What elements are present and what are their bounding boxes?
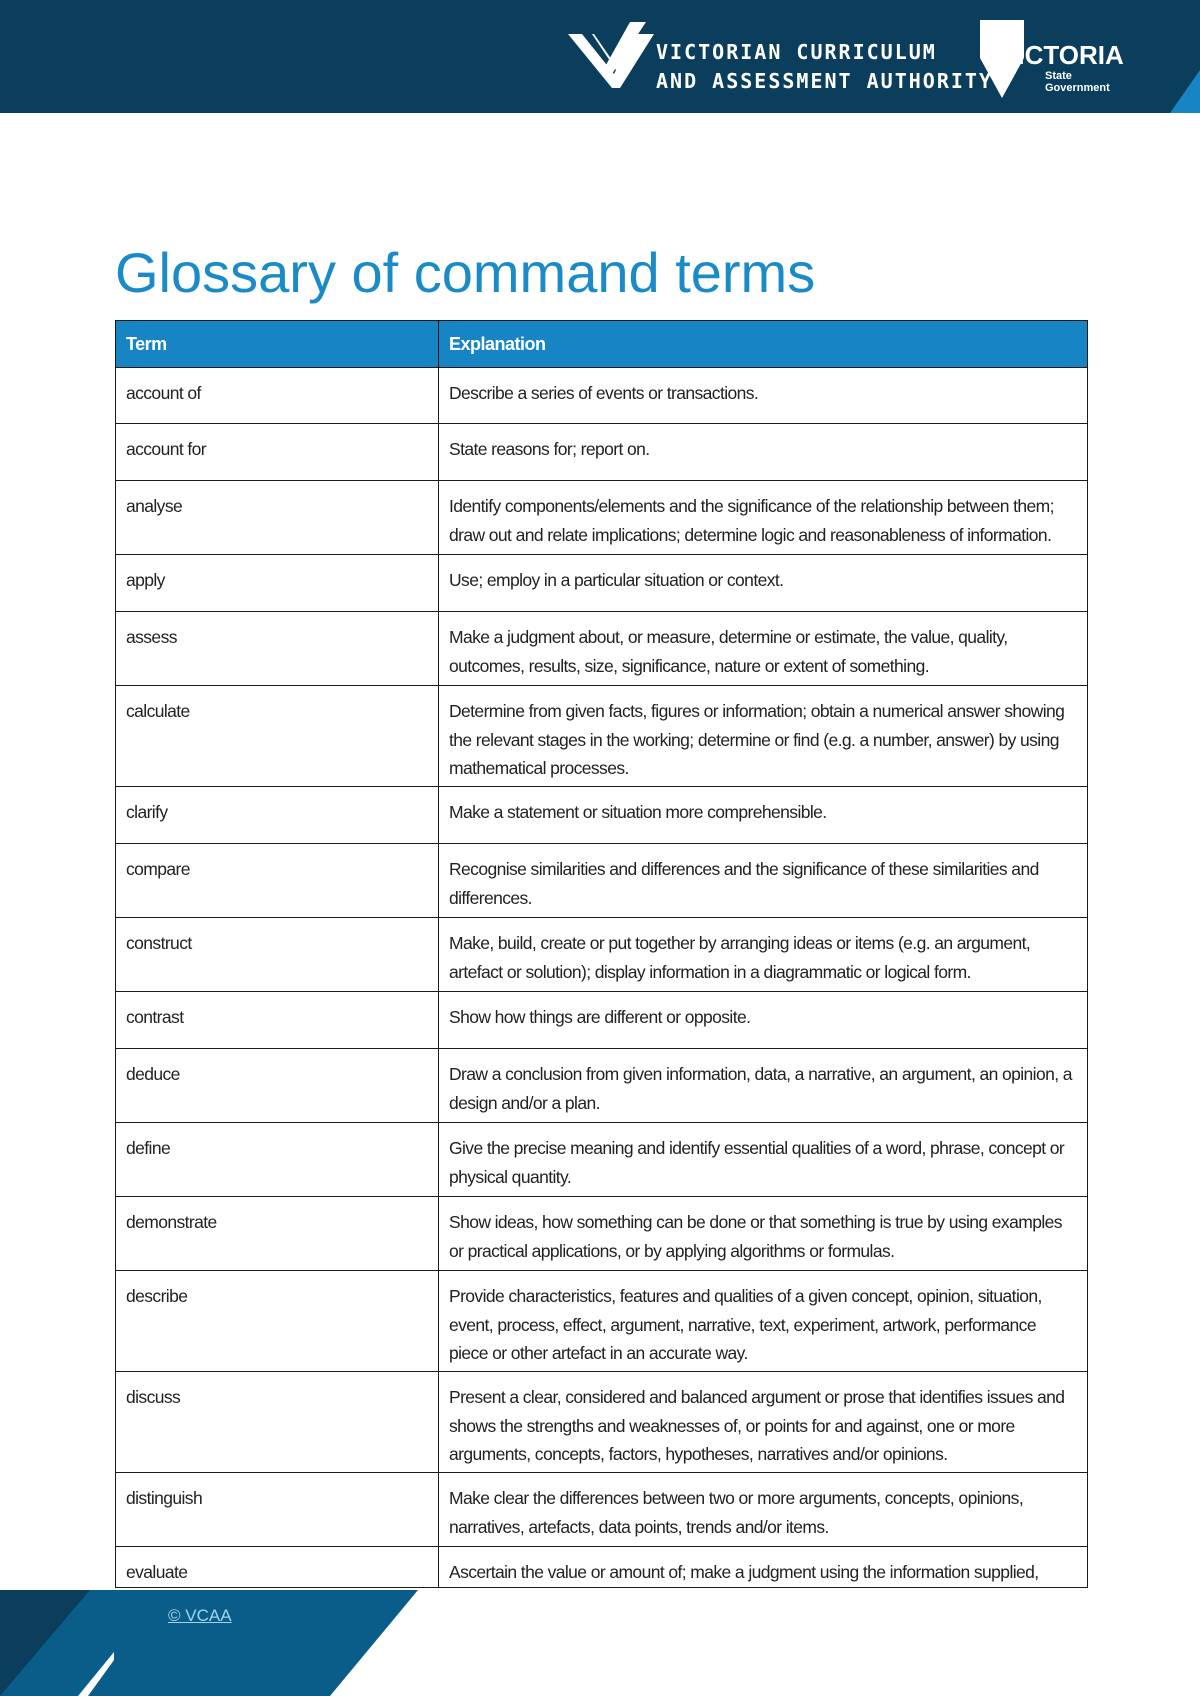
table-row [116, 1271, 1088, 1372]
table-row [116, 1473, 1088, 1547]
term-cell: assess [116, 612, 439, 686]
explanation-cell: Ascertain the value or amount of; make a judgment using the information supplied, [439, 1547, 1088, 1588]
term-cell: compare [116, 844, 439, 918]
explanation-cell: Make a judgment about, or measure, determine or estimate, the value, quality, outcomes, results, size, significance, nature or extent of something. [439, 612, 1088, 686]
explanation-cell: Make clear the differences between two or more arguments, concepts, opinions, narratives, artefacts, data points, trends and/or items. [439, 1473, 1088, 1547]
column-header-term: Term [116, 321, 439, 368]
term-cell: discuss [116, 1372, 439, 1473]
glossary-table [115, 320, 1088, 1588]
term-cell: evaluate [116, 1547, 439, 1588]
term-cell: construct [116, 918, 439, 992]
term-cell: describe [116, 1271, 439, 1372]
explanation-cell: Describe a series of events or transactions. [439, 368, 1088, 424]
org-name-line2: AND ASSESSMENT AUTHORITY [656, 69, 993, 93]
org-name [656, 38, 993, 96]
term-cell: contrast [116, 992, 439, 1049]
victoria-sub-line1: State [1045, 70, 1072, 82]
table-row [116, 1049, 1088, 1123]
explanation-cell: Show how things are different or opposite. [439, 992, 1088, 1049]
term-cell: analyse [116, 481, 439, 555]
page-header [0, 0, 1200, 113]
explanation-cell: Draw a conclusion from given information, data, a narrative, an argument, an opinion, a design and/or a plan. [439, 1049, 1088, 1123]
explanation-cell: Show ideas, how something can be done or that something is true by using examples or practical applications, or by applying algorithms or formulas. [439, 1197, 1088, 1271]
term-cell: calculate [116, 686, 439, 787]
table-row [116, 686, 1088, 787]
term-cell: account of [116, 368, 439, 424]
term-cell: distinguish [116, 1473, 439, 1547]
header-corner-accent [1140, 0, 1200, 113]
explanation-cell: Present a clear, considered and balanced argument or prose that identifies issues and shows the strengths and weaknesses of, or points for and against, one or more arguments, concepts, factors, hypotheses, narratives and/or opinions. [439, 1372, 1088, 1473]
copyright-link[interactable]: © VCAA [168, 1606, 232, 1625]
table-header-row [116, 321, 1088, 368]
term-cell: deduce [116, 1049, 439, 1123]
page-title: Glossary of command terms [115, 240, 816, 304]
table-row [116, 481, 1088, 555]
table-row [116, 787, 1088, 844]
explanation-cell: Make a statement or situation more comprehensible. [439, 787, 1088, 844]
victoria-sub-line2: Government [1045, 82, 1110, 94]
term-cell: clarify [116, 787, 439, 844]
table-row [116, 555, 1088, 612]
term-cell: apply [116, 555, 439, 612]
victoria-wordmark: VICTORIA [1000, 40, 1124, 70]
explanation-cell: Make, build, create or put together by arranging ideas or items (e.g. an argument, artefact or solution); display information in a diagrammatic or logical form. [439, 918, 1088, 992]
table-body [116, 368, 1088, 1588]
explanation-cell: State reasons for; report on. [439, 424, 1088, 481]
table-row [116, 1123, 1088, 1197]
table-row [116, 368, 1088, 424]
term-cell: demonstrate [116, 1197, 439, 1271]
explanation-cell: Identify components/elements and the significance of the relationship between them; draw out and relate implications; determine logic and reasonableness of information. [439, 481, 1088, 555]
column-header-explanation: Explanation [439, 321, 1088, 368]
org-name-line1: VICTORIAN CURRICULUM [656, 40, 937, 64]
term-cell: define [116, 1123, 439, 1197]
table-row [116, 1372, 1088, 1473]
explanation-cell: Give the precise meaning and identify essential qualities of a word, phrase, concept or physical quantity. [439, 1123, 1088, 1197]
table-row [116, 1547, 1088, 1588]
explanation-cell: Recognise similarities and differences and the significance of these similarities and differences. [439, 844, 1088, 918]
table-row [116, 918, 1088, 992]
explanation-cell: Determine from given facts, figures or information; obtain a numerical answer showing the relevant stages in the working; determine or find (e.g. a number, answer) by using mathematical processes. [439, 686, 1088, 787]
table-row [116, 844, 1088, 918]
term-cell: account for [116, 424, 439, 481]
explanation-cell: Use; employ in a particular situation or context. [439, 555, 1088, 612]
table-row [116, 992, 1088, 1049]
victoria-subtitle [1045, 70, 1110, 94]
table-row [116, 424, 1088, 481]
explanation-cell: Provide characteristics, features and qualities of a given concept, opinion, situation, event, process, effect, argument, narrative, text, experiment, artwork, performance piece or other artefact in an accurate way. [439, 1271, 1088, 1372]
table-row [116, 1197, 1088, 1271]
table-row [116, 612, 1088, 686]
